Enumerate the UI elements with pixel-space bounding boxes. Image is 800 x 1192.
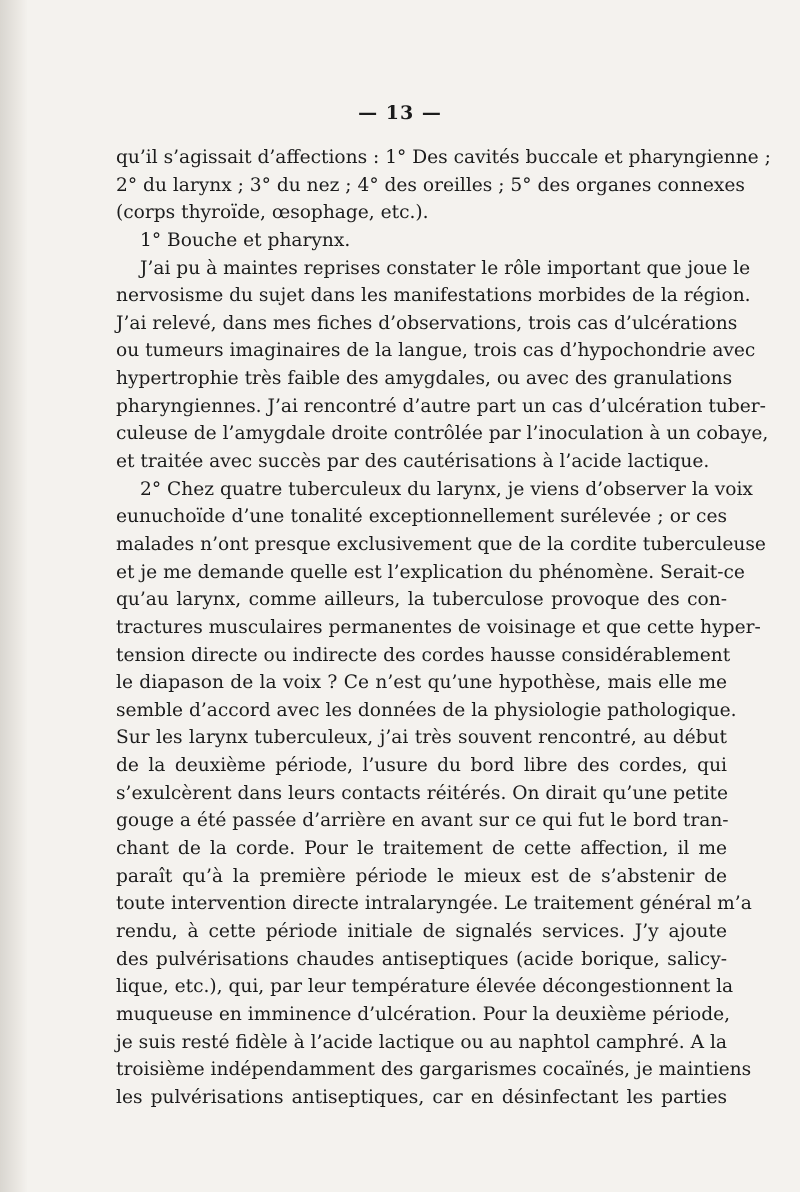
text-line: Sur les larynx tuberculeux, j’ai très souvent rencontré, au début <box>116 727 727 749</box>
text-line: les pulvérisations antiseptiques, car en désinfectant les parties <box>116 1086 727 1108</box>
text-line: 2° du larynx ; 3° du nez ; 4° des oreilles ; 5° des organes connexes <box>116 174 745 196</box>
page-number: — 13 — <box>358 102 442 124</box>
section-heading-mouth-pharynx: 1° Bouche et pharynx. <box>140 229 351 251</box>
body-text <box>116 144 771 1111</box>
text-line: ou tumeurs imaginaires de la langue, trois cas d’hypochondrie avec <box>116 340 756 362</box>
text-line: paraît qu’à la première période le mieux est de s’abstenir de <box>116 865 727 887</box>
text-line: malades n’ont presque exclusivement que de la cordite tuberculeuse <box>116 533 766 555</box>
text-line: des pulvérisations chaudes antiseptiques (acide borique, salicy- <box>116 948 727 970</box>
text-line: le diapason de la voix ? Ce n’est qu’une hypothèse, mais elle me <box>116 672 727 694</box>
text-line: hypertrophie très faible des amygdales, ou avec des granulations <box>116 368 733 390</box>
text-line: je suis resté fidèle à l’acide lactique ou au naphtol camphré. A la <box>116 1031 727 1053</box>
text-line: J’ai pu à maintes reprises constater le rôle important que joue le <box>140 257 751 279</box>
text-line: (corps thyroïde, œsophage, etc.). <box>116 202 429 224</box>
text-line: et traitée avec succès par des cautérisations à l’acide lactique. <box>116 451 710 473</box>
text-line: tension directe ou indirecte des cordes hausse considérablement <box>116 644 731 666</box>
text-line: nervosisme du sujet dans les manifestations morbides de la région. <box>116 285 751 307</box>
text-line: culeuse de l’amygdale droite contrôlée par l’inoculation à un cobaye, <box>116 423 769 445</box>
text-line: de la deuxième période, l’usure du bord libre des cordes, qui <box>116 755 727 777</box>
text-line: muqueuse en imminence d’ulcération. Pour la deuxième période, <box>116 1003 731 1025</box>
text-line: pharyngiennes. J’ai rencontré d’autre part un cas d’ulcération tuber- <box>116 395 766 417</box>
text-line: toute intervention directe intralaryngée. Le traitement général m’a <box>116 893 752 915</box>
text-line: J’ai relevé, dans mes fiches d’observations, trois cas d’ulcérations <box>116 312 738 334</box>
text-line: gouge a été passée d’arrière en avant sur ce qui fut le bord tran- <box>116 810 729 832</box>
text-line: s’exulcèrent dans leurs contacts réitérés. On dirait qu’une petite <box>116 782 728 804</box>
text-line: qu’il s’agissait d’affections : 1° Des cavités buccale et pharyngienne ; <box>116 147 771 168</box>
text-line: qu’au larynx, comme ailleurs, la tuberculose provoque des con- <box>116 589 727 611</box>
text-line: chant de la corde. Pour le traitement de cette affection, il me <box>116 838 727 860</box>
text-line: lique, etc.), qui, par leur température élevée décongestionnent la <box>116 976 734 998</box>
text-line: rendu, à cette période initiale de signalés services. J’y ajoute <box>116 920 727 942</box>
section-heading-larynx: 2° Chez quatre tuberculeux du larynx, je viens d’observer la voix <box>140 478 753 500</box>
text-line: eunuchoïde d’une tonalité exceptionnellement surélevée ; or ces <box>116 506 727 528</box>
text-line: troisième indépendamment des gargarismes cocaïnés, je maintiens <box>116 1059 752 1081</box>
text-line: tractures musculaires permanentes de voisinage et que cette hyper- <box>116 616 761 638</box>
text-line: semble d’accord avec les données de la physiologie pathologique. <box>116 699 737 721</box>
text-line: et je me demande quelle est l’explication du phénomène. Serait-ce <box>116 561 745 583</box>
